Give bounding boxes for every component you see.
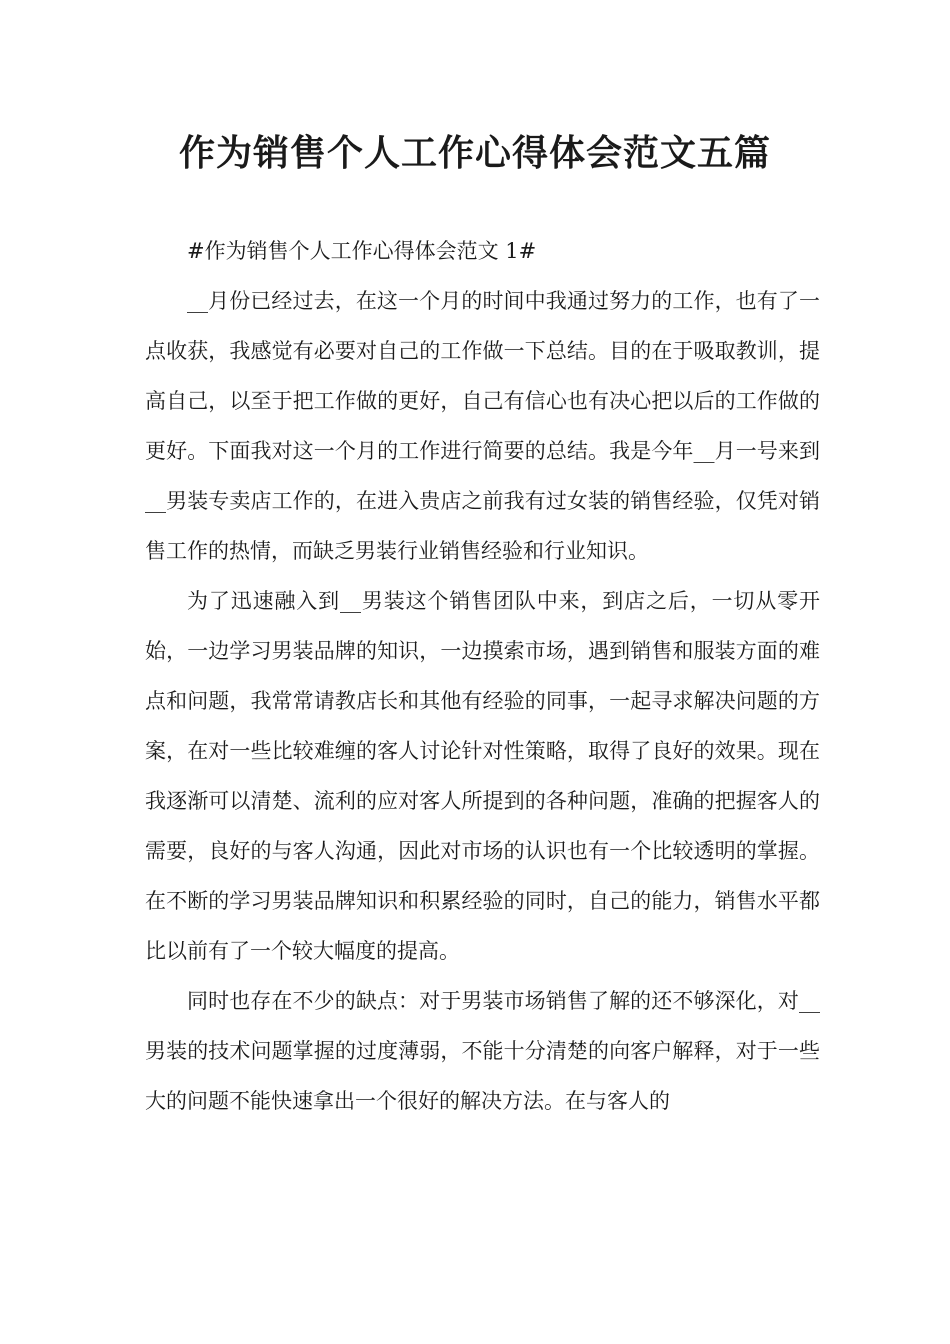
paragraph-3: 同时也存在不少的缺点：对于男装市场销售了解的还不够深化，对__男装的技术问题掌握的过度薄弱，不能十分清楚的向客户解释，对于一些大的问题不能快速拿出一个很好的解决方法。在与客人的 [145,989,820,1113]
section-heading: #作为销售个人工作心得体会范文 1# [187,239,537,263]
document-body [145,226,820,1126]
document-title: 作为销售个人工作心得体会范文五篇 [178,133,771,174]
paragraph-1: __月份已经过去，在这一个月的时间中我通过努力的工作，也有了一点收获，我感觉有必要对自己的工作做一下总结。目的在于吸取教训，提高自己，以至于把工作做的更好，自己有信心也有决心把以后的工作做的更好。下面我对这一个月的工作进行简要的总结。我是今年__月一号来到__男装专卖店工作的，在进入贵店之前我有过女装的销售经验，仅凭对销售工作的热情，而缺乏男装行业销售经验和行业知识。 [145,289,820,563]
paragraph-2: 为了迅速融入到__男装这个销售团队中来，到店之后，一切从零开始，一边学习男装品牌的知识，一边摸索市场，遇到销售和服装方面的难点和问题，我常常请教店长和其他有经验的同事，一起寻求解决问题的方案，在对一些比较难缠的客人讨论针对性策略，取得了良好的效果。现在我逐渐可以清楚、流利的应对客人所提到的各种问题，准确的把握客人的需要，良好的与客人沟通，因此对市场的认识也有一个比较透明的掌握。在不断的学习男装品牌知识和积累经验的同时，自己的能力，销售水平都比以前有了一个较大幅度的提高。 [145,589,820,963]
